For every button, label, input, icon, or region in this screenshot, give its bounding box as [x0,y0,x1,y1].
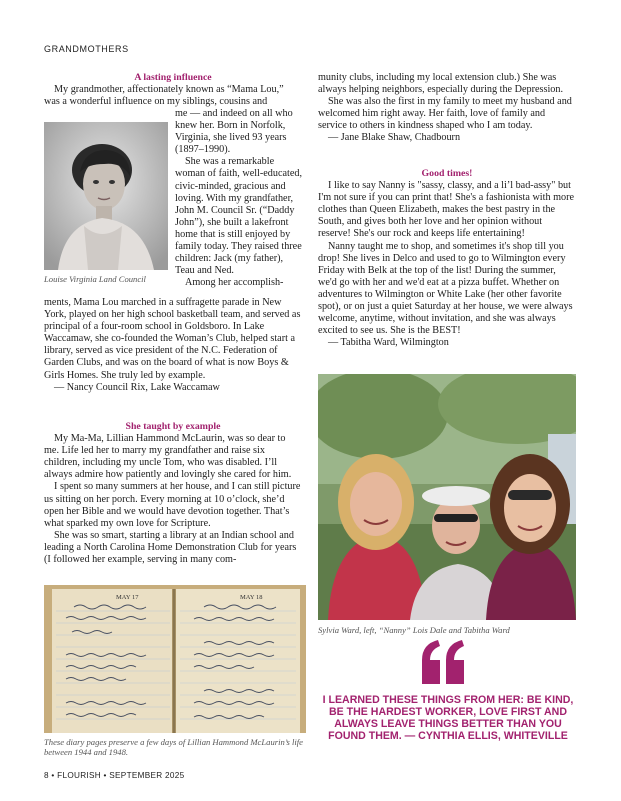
paragraph: I like to say Nanny is "sassy, classy, and a li’l bad-assy" but I'm not sure if you can print that! She's a fashionista with more clothes than Queen Elizabeth, makes the best pastry in the South, and gives both her love and her opinion without reserve! She's our rock and keeps life entertaining! [318,180,575,240]
paragraph: She was a remarkable woman of faith, well-educated, civic-minded, gracious and loving. With my grandfather, John M. Council Sr. (“Daddy John”), she built a lakefront home that is still enjoyed by family today. They raised three children: Jack (my father), Teau and Ned. [175,156,303,277]
paragraph: ments, Mama Lou marched in a suffragette parade in New York, played on her high school basketball team, and served as principal of a four-room school in Goldsboro. In Lake Waccamaw, she co-founded the Woman’s Club, helped start a library, served as vice president of the N.C. Federation of Garden Clubs, and was on the board of what is now Boys & Girls Homes. She truly led by example. [44,297,301,381]
diary-left-date: MAY 17 [116,594,139,601]
paragraph: me — and indeed on all who knew her. Born in Norfolk, Virginia, she lived 93 years (1897–1990). [175,108,293,156]
diary-right-date: MAY 18 [240,594,263,601]
byline: — Tabitha Ward, Wilmington [328,337,449,349]
story-good-times [318,168,576,349]
portrait-photo [44,122,168,270]
diary-caption: These diary pages preserve a few days of Lillian Hammond McLaurin’s life between 1944 and 1948. [44,737,303,757]
byline: — Jane Blake Shaw, Chadbourn [328,132,461,144]
paragraph: My Ma-Ma, Lillian Hammond McLaurin, was so dear to me. Life led her to marry my grandfather and raise six children, including my uncle Tom, who was disabled. I’ll always admire how patiently and lovingly she cared for him. [44,433,292,481]
selfie-photo [318,374,576,620]
diary-illustration [44,585,306,733]
story-taught-by-example-cont [318,72,576,145]
story-lasting-influence-wrap [175,108,302,289]
paragraph: munity clubs, including my local extension club.) She was always helping neighbors, especially during the Depression. [318,72,564,96]
story-heading: Good times! [421,168,473,179]
quote-mark-icon [420,638,468,686]
paragraph: Nanny taught me to shop, and sometimes it's shop till you drop! She lives in Delco and used to go to Wilmington every Friday with Belk at the top of the list! During the summer, we'd go with her and we'd eat at a pizza buffet. Whether on adventures to Wilmington or White Lake (her other favorite spot), or on just a quiet Saturday at her house, we were always welcome, anytime, without invitation, and she was always excited to see us. She is the BEST! [318,240,573,337]
portrait-caption: Louise Virginia Land Council [44,274,146,284]
story-heading: She taught by example [125,421,221,432]
story-lasting-influence-cont [44,297,302,394]
pull-quote: I LEARNED THESE THINGS FROM HER: BE KIND, BE THE HARDEST WORKER, LOVE FIRST AND ALWAYS LEAVE THINGS BETTER THAN YOU FOUND THEM. — CYNTHIA ELLIS, WHITEVILLE [322,694,574,742]
paragraph: She was also the first in my family to meet my husband and welcomed him right away. Her faith, love of family and service to others in kindness shaped who I am today. [318,96,572,132]
paragraph: She was so smart, starting a library at an Indian school and leading a North Carolina Home Demonstration Club for years (I followed her example, serving in many com- [44,529,297,566]
section-label: GRANDMOTHERS [44,44,129,54]
story-taught-by-example [44,421,302,566]
portrait-illustration [44,122,168,270]
story-heading: A lasting influence [134,72,212,83]
selfie-caption: Sylvia Ward, left, “Nanny” Lois Dale and Tabitha Ward [318,625,510,635]
diary-photo [44,585,306,733]
paragraph: Among her accomplish- [185,277,284,289]
paragraph: My grandmother, affectionately known as “Mama Lou,” was a wonderful influence on my siblings, cousins and [44,84,284,108]
page-footer: 8 • FLOURISH • SEPTEMBER 2025 [44,771,185,780]
selfie-illustration [318,374,576,620]
byline: — Nancy Council Rix, Lake Waccamaw [54,381,220,393]
paragraph: I spent so many summers at her house, and I can still picture us sitting on her porch. Every morning at 10 o’clock, she’d open her Bible and we would have devotion together. That’s what sparked my own love for Scripture. [44,481,301,529]
story-lasting-influence [44,72,302,108]
